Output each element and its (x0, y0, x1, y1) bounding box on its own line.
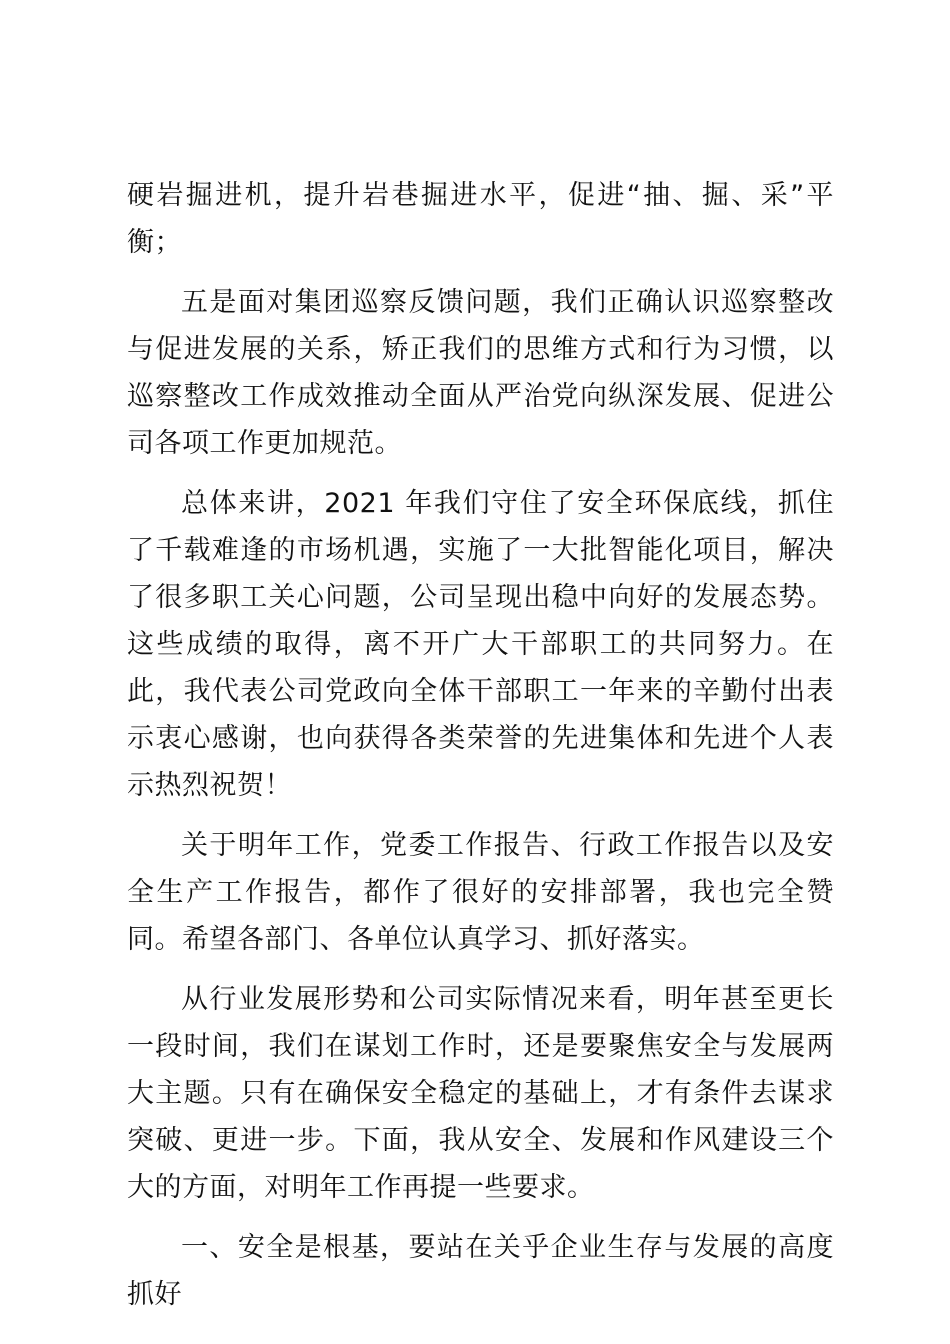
paragraph-summary: 总体来讲，2021 年我们守住了安全环保底线，抓住了千载难逢的市场机遇，实施了一大批智能化项目，解决了很多职工关心问题，公司呈现出稳中向好的发展态势。这些成绩的取得，离不开广大干部职工的共同努力。在此，我代表公司党政向全体干部职工一年来的辛勤付出表示衷心感谢，也向获得各类荣誉的先进集体和先进个人表示热烈祝贺！ (127, 488, 834, 801)
document-body (127, 172, 834, 1331)
paragraph-outlook: 从行业发展形势和公司实际情况来看，明年甚至更长一段时间，我们在谋划工作时，还是要聚焦安全与发展两大主题。只有在确保安全稳定的基础上，才有条件去谋求突破、更进一步。下面，我从安全、发展和作风建设三个大的方面，对明年工作再提一些要求。 (127, 984, 834, 1203)
paragraph-next-year: 关于明年工作，党委工作报告、行政工作报告以及安全生产工作报告，都作了很好的安排部署，我也完全赞同。希望各部门、各单位认真学习、抓好落实。 (127, 830, 834, 955)
paragraph-inspection: 五是面对集团巡察反馈问题，我们正确认识巡察整改与促进发展的关系，矫正我们的思维方式和行为习惯，以巡察整改工作成效推动全面从严治党向纵深发展、促进公司各项工作更加规范。 (127, 287, 834, 459)
paragraph-continuation: 硬岩掘进机，提升岩巷掘进水平，促进“抽、掘、采”平衡； (127, 180, 834, 258)
section-heading-safety: 一、安全是根基，要站在关乎企业生存与发展的高度抓好 (127, 1232, 834, 1310)
